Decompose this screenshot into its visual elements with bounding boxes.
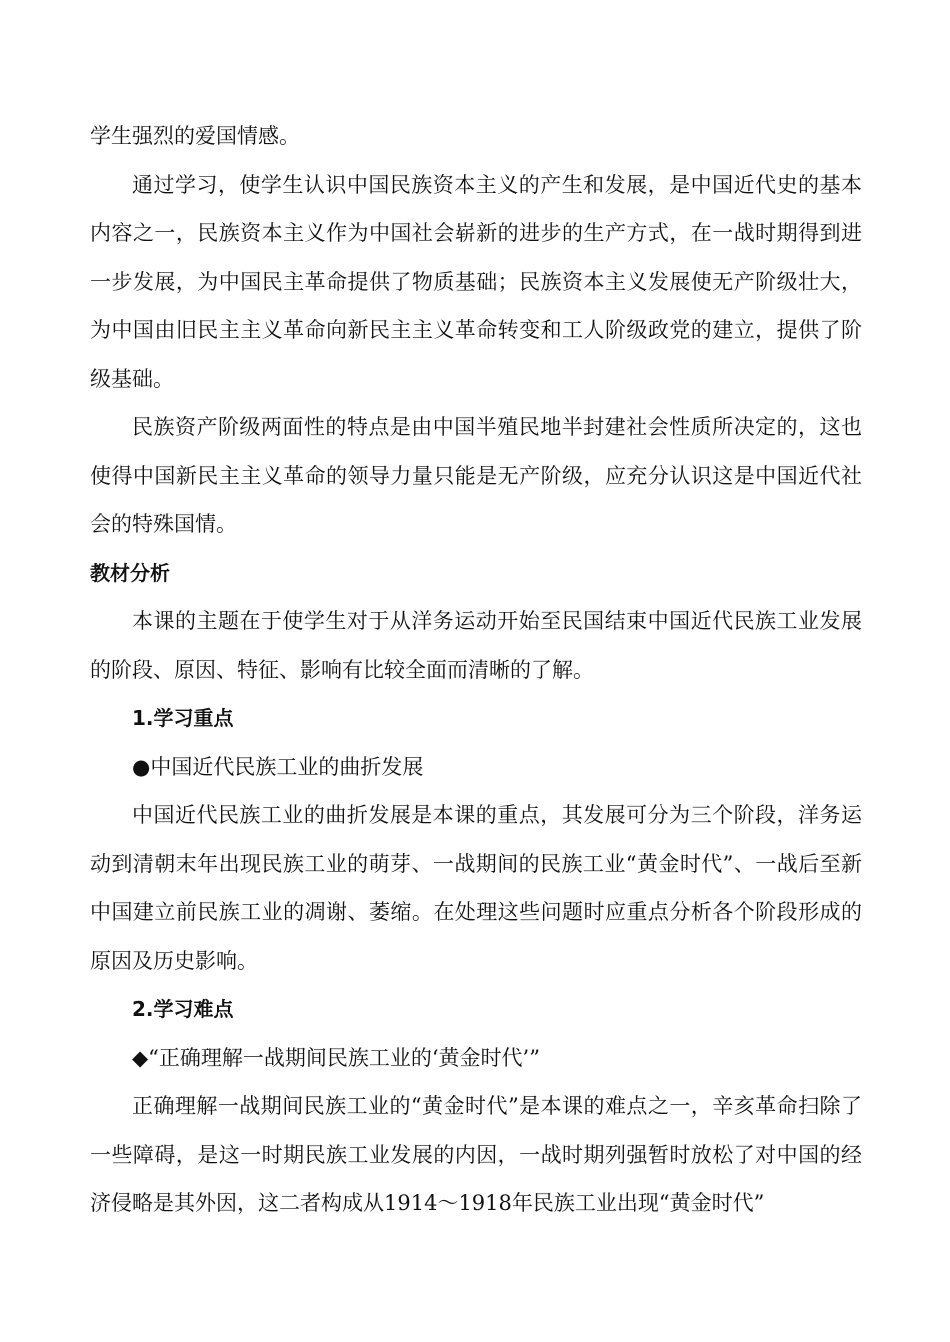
bullet-key-point: ●中国近代民族工业的曲折发展 bbox=[132, 754, 424, 779]
section-heading-textbook-analysis: 教材分析 bbox=[90, 560, 170, 585]
bullet-difficulty: ◆“正确理解一战期间民族工业的‘黄金时代’” bbox=[132, 1045, 540, 1070]
paragraph-learning-goals: 通过学习，使学生认识中国民族资本主义的产生和发展，是中国近代史的基本内容之一，民族资本主义作为中国社会崭新的进步的生产方式，在一战时期得到进一步发展，为中国民主革命提供了物质基础；民族资本主义发展使无产阶级壮大，为中国由旧民主主义革命向新民主主义革命转变和工人阶级政党的建立，提供了阶级基础。 bbox=[90, 172, 862, 391]
subheading-key-point: 1.学习重点 bbox=[132, 706, 234, 730]
subheading-difficulty: 2.学习难点 bbox=[132, 997, 234, 1021]
paragraph-national-bourgeoisie: 民族资产阶级两面性的特点是由中国半殖民地半封建社会性质所决定的，这也使得中国新民主主义革命的领导力量只能是无产阶级，应充分认识这是中国近代社会的特殊国情。 bbox=[90, 415, 862, 536]
paragraph-lesson-theme: 本课的主题在于使学生对于从洋务运动开始至民国结束中国近代民族工业发展的阶段、原因、特征、影响有比较全面而清晰的了解。 bbox=[90, 609, 862, 682]
paragraph-difficulty: 正确理解一战期间民族工业的“黄金时代”是本课的难点之一，辛亥革命扫除了一些障碍，是这一时期民族工业发展的内因，一战时期列强暂时放松了对中国的经济侵略是其外因，这二者构成从1914～1918年民族工业出现“黄金时代” bbox=[90, 1094, 862, 1215]
paragraph-continuation: 学生强烈的爱国情感。 bbox=[90, 124, 300, 148]
document-page bbox=[90, 112, 862, 1228]
paragraph-key-point: 中国近代民族工业的曲折发展是本课的重点，其发展可分为三个阶段，洋务运动到清朝末年出现民族工业的萌芽、一战期间的民族工业“黄金时代”、一战后至新中国建立前民族工业的凋谢、萎缩。在处理这些问题时应重点分析各个阶段形成的原因及历史影响。 bbox=[90, 803, 862, 973]
